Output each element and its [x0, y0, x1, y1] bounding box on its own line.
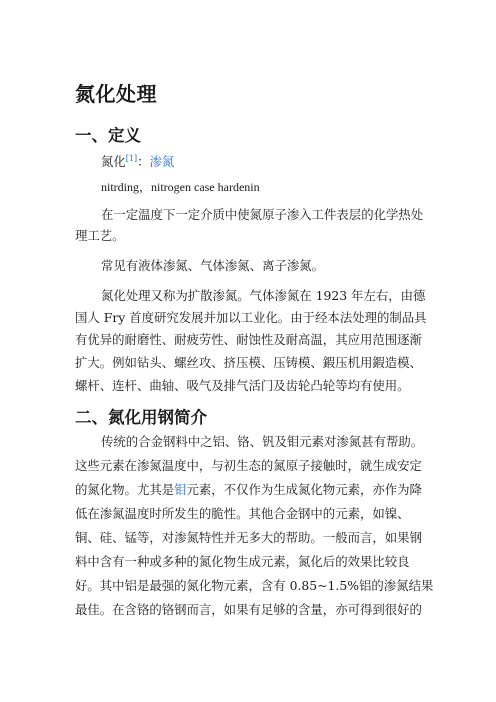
steel-line-7: 好。其中铝是最强的氮化物元素，含有 0.85~1.5%铝的渗氮结果: [75, 578, 434, 593]
steel-line-8: 最佳。在含铬的铬钢而言，如果有足够的含量，亦可得到很好的: [75, 602, 422, 617]
steel-line-1: 传统的合金钢料中之铝、铬、钒及钼元素对渗氮甚有帮助。: [101, 434, 424, 449]
history-line-3: 有优异的耐磨性、耐疲劳性、耐蚀性及耐高温，其应用范围逐渐: [75, 332, 422, 347]
section-heading-definition: 一、定义: [75, 126, 141, 145]
steel-line-5: 铜、硅、锰等，对渗氮特性并无多大的帮助。一般而言，如果钢: [75, 530, 422, 545]
steel-line-3-pre: 的氮化物。尤其是: [75, 482, 175, 497]
term-line: [101, 150, 421, 171]
english-term: nitrding，nitrogen case hardenin: [101, 180, 260, 194]
term-separator: ：: [137, 154, 150, 170]
definition-line-1: 在一定温度下一定介质中使氮原子渗入工件表层的化学热处: [101, 207, 424, 222]
common-methods: 常见有液体渗氮、气体渗氮、离子渗氮。: [101, 258, 325, 273]
history-line-5: 螺杆、连杆、曲轴、吸气及排气活门及齿轮凸轮等均有使用。: [75, 378, 410, 393]
history-line-4: 扩大。例如钻头、螺丝攻、挤压模、压铸模、鍜压机用鍜造模、: [75, 355, 422, 370]
term-link-nitriding[interactable]: 渗氮: [149, 154, 175, 170]
steel-line-3: [75, 481, 420, 499]
steel-line-6: 料中含有一种或多种的氮化物生成元素，氮化后的效果比较良: [75, 554, 410, 569]
definition-line-2: 理工艺。: [75, 228, 125, 243]
term-text: 氮化: [101, 154, 126, 170]
reference-link[interactable]: [1]: [125, 154, 138, 163]
molybdenum-link[interactable]: 钼: [174, 482, 187, 497]
history-line-2: 国人 Fry 首度研究发展并加以工业化。由于经本法处理的制品具: [75, 310, 427, 325]
page-title: 氮化处理: [75, 82, 157, 106]
section-heading-nitriding-steel: 二、氮化用钢简介: [75, 408, 207, 427]
history-line-1: 氮化处理又称为扩散渗氮。气体渗氮在 1923 年左右，由德: [101, 288, 426, 303]
steel-line-4: 低在渗氮温度时所发生的脆性。其他合金钢中的元素，如镍、: [75, 506, 410, 521]
steel-line-2: 这些元素在渗氮温度中，与初生态的氮原子接触时，就生成安定: [75, 458, 422, 473]
steel-line-3-post: 元素，不仅作为生成氮化物元素，亦作为降: [186, 482, 422, 497]
